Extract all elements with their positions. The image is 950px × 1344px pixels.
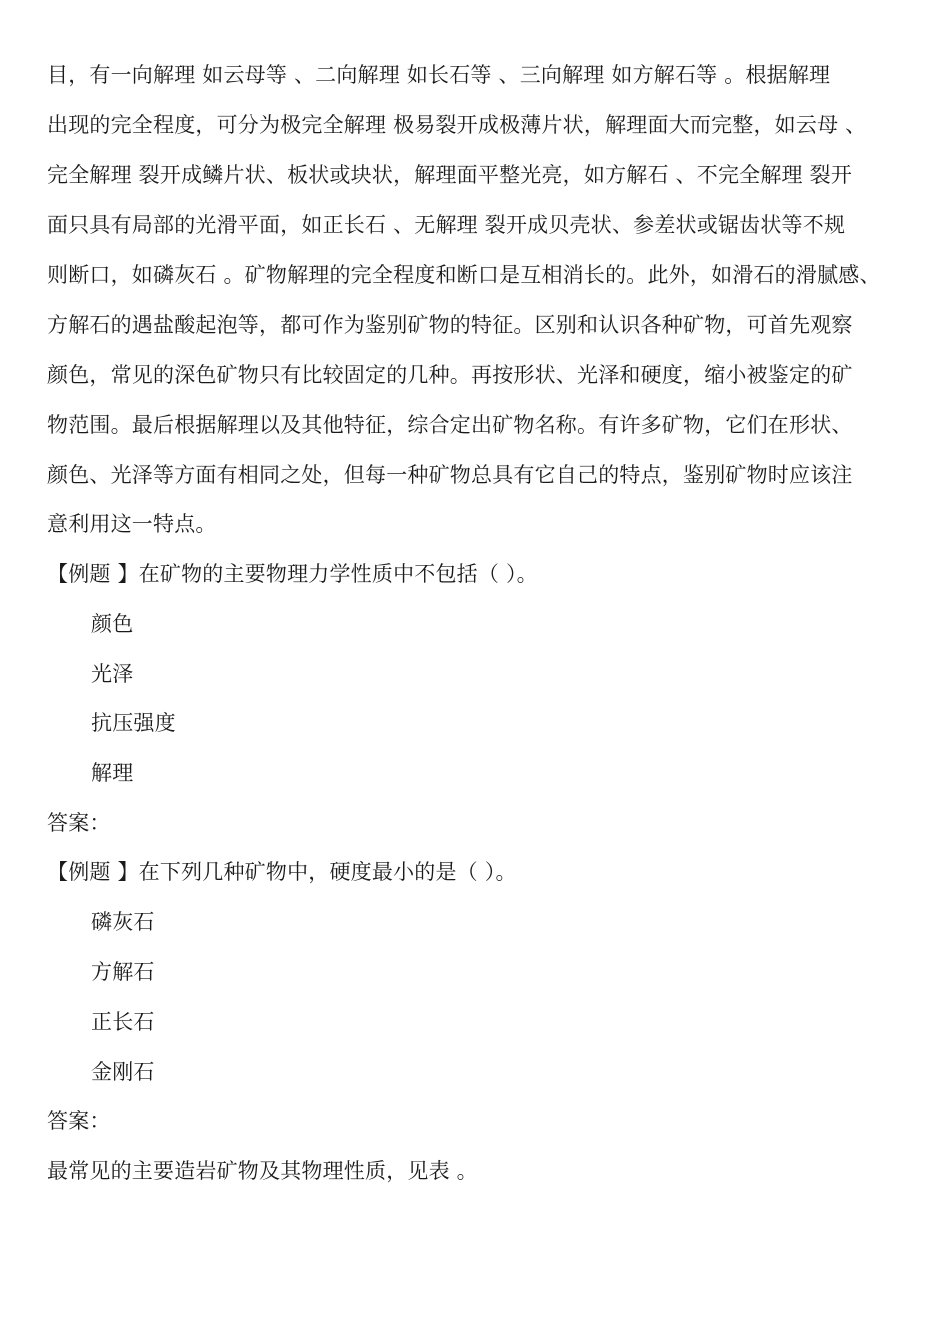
paragraph-line: 颜色，常见的深色矿物只有比较固定的几种。再按形状、光泽和硬度，缩小被鉴定的矿: [47, 363, 853, 387]
question-2-answer-label: 答案：: [47, 1109, 111, 1133]
question-1-option: 解理: [91, 761, 134, 785]
question-1-stem: 【例题 】在矿物的主要物理力学性质中不包括（ ）。: [47, 562, 538, 586]
paragraph-line: 物范围。最后根据解理以及其他特征，综合定出矿物名称。有许多矿物，它们在形状、: [47, 413, 853, 437]
question-1-answer-label: 答案：: [47, 811, 111, 835]
question-1-option: 抗压强度: [91, 711, 176, 735]
paragraph-line: 目，有一向解理 如云母等 、二向解理 如长石等 、三向解理 如方解石等 。根据解理: [47, 63, 831, 87]
question-2-option: 正长石: [91, 1010, 155, 1034]
paragraph-line: 面只具有局部的光滑平面，如正长石 、无解理 裂开成贝壳状、参差状或锯齿状等不规: [47, 213, 846, 237]
question-2-option: 金刚石: [91, 1060, 155, 1084]
question-2-stem: 【例题 】在下列几种矿物中，硬度最小的是（ ）。: [47, 860, 517, 884]
question-2-option: 磷灰石: [91, 910, 155, 934]
paragraph-line: 完全解理 裂开成鳞片状、板状或块状，解理面平整光亮，如方解石 、不完全解理 裂开: [47, 163, 853, 187]
question-1-option: 光泽: [91, 662, 134, 686]
closing-line: 最常见的主要造岩矿物及其物理性质，见表 。: [47, 1159, 478, 1183]
paragraph-line: 方解石的遇盐酸起泡等，都可作为鉴别矿物的特征。区别和认识各种矿物，可首先观察: [47, 313, 853, 337]
paragraph-line: 意利用这一特点。: [47, 512, 217, 536]
paragraph-line: 则断口，如磷灰石 。矿物解理的完全程度和断口是互相消长的。此外，如滑石的滑腻感、: [47, 263, 881, 287]
question-1-option: 颜色: [91, 612, 134, 636]
question-2-option: 方解石: [91, 960, 155, 984]
paragraph-line: 出现的完全程度，可分为极完全解理 极易裂开成极薄片状，解理面大而完整，如云母 、: [47, 113, 867, 137]
paragraph-line: 颜色、光泽等方面有相同之处，但每一种矿物总具有它自己的特点，鉴别矿物时应该注: [47, 463, 853, 487]
